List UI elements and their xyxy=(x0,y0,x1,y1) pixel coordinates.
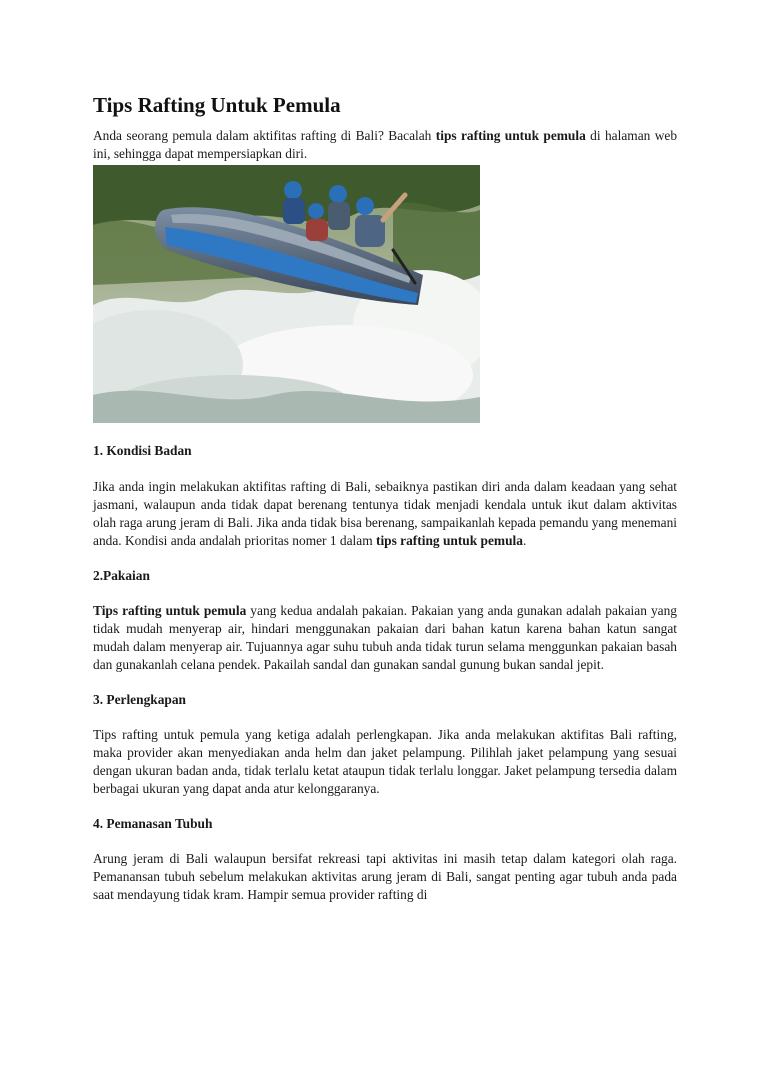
section-body-4: Arung jeram di Bali walaupun bersifat rekreasi tapi aktivitas ini masih tetap dalam kategori olah raga. Pemanansan tubuh sebelum melakukan aktivitas arung jeram di Bali, sangat penting agar tubuh anda pada saat mendayung tidak kram. Hampir semua provider rafting di xyxy=(93,851,677,902)
section-heading-1: 1. Kondisi Badan xyxy=(93,443,192,458)
section-body-3: Tips rafting untuk pemula yang ketiga adalah perlengkapan. Jika anda melakukan aktifitas Bali rafting, maka provider akan menyediakan anda helm dan jaket pelampung. Pilihlah jaket pelampung yang sesuai dengan ukuran badan anda, tidak terlalu ketat ataupun tidak terlalu longgar. Jaket pelampung tersedia dalam berbagai ukuran yang dapat anda atur kelonggaranya. xyxy=(93,727,677,796)
section-body-1: Jika anda ingin melakukan aktifitas rafting di Bali, sebaiknya pastikan diri anda dalam keadaan yang sehat jasmani, walaupun anda tidak dapat berenang tentunya tidak menjadi kendala untuk ikut dalam aktivitas olah raga arung jeram di Bali. Jika anda tidak bisa berenang, sampaikanlah kepada pemandu yang menemani anda. Kondisi anda andalah prioritas nomer 1 dalam tips rafting untuk pemula. xyxy=(93,479,677,548)
section-heading-3: 3. Perlengkapan xyxy=(93,692,186,707)
intro-paragraph: Anda seorang pemula dalam aktifitas rafting di Bali? Bacalah tips rafting untuk pemula di halaman web ini, sehingga dapat mempersiapkan diri. xyxy=(93,128,678,161)
section-2-keyword: Tips rafting untuk pemula xyxy=(93,603,247,618)
intro-keyword: tips rafting untuk pemula xyxy=(435,128,586,143)
rafting-photo xyxy=(93,165,480,423)
section-heading-2: 2.Pakaian xyxy=(93,568,150,583)
section-1-keyword: tips rafting untuk pemula xyxy=(375,533,523,548)
section-body-2: Tips rafting untuk pemula yang kedua andalah pakaian. Pakaian yang anda gunakan adalah pakaian yang tidak mudah menyerap air, hindari menggunakan pakaian dari bahan katun karena bahan katun sangat mudah dalam menyerap air. Tujuannya agar suhu tubuh anda tidak turun selama menggunkan pakaian basah dan gunakanlah celana pendek. Pakailah sandal dan gunakan sandal gunung bukan sandal jepit. xyxy=(93,603,677,672)
page-title: Tips Rafting Untuk Pemula xyxy=(93,93,341,117)
section-heading-4: 4. Pemanasan Tubuh xyxy=(93,816,213,831)
document-page xyxy=(93,92,677,904)
